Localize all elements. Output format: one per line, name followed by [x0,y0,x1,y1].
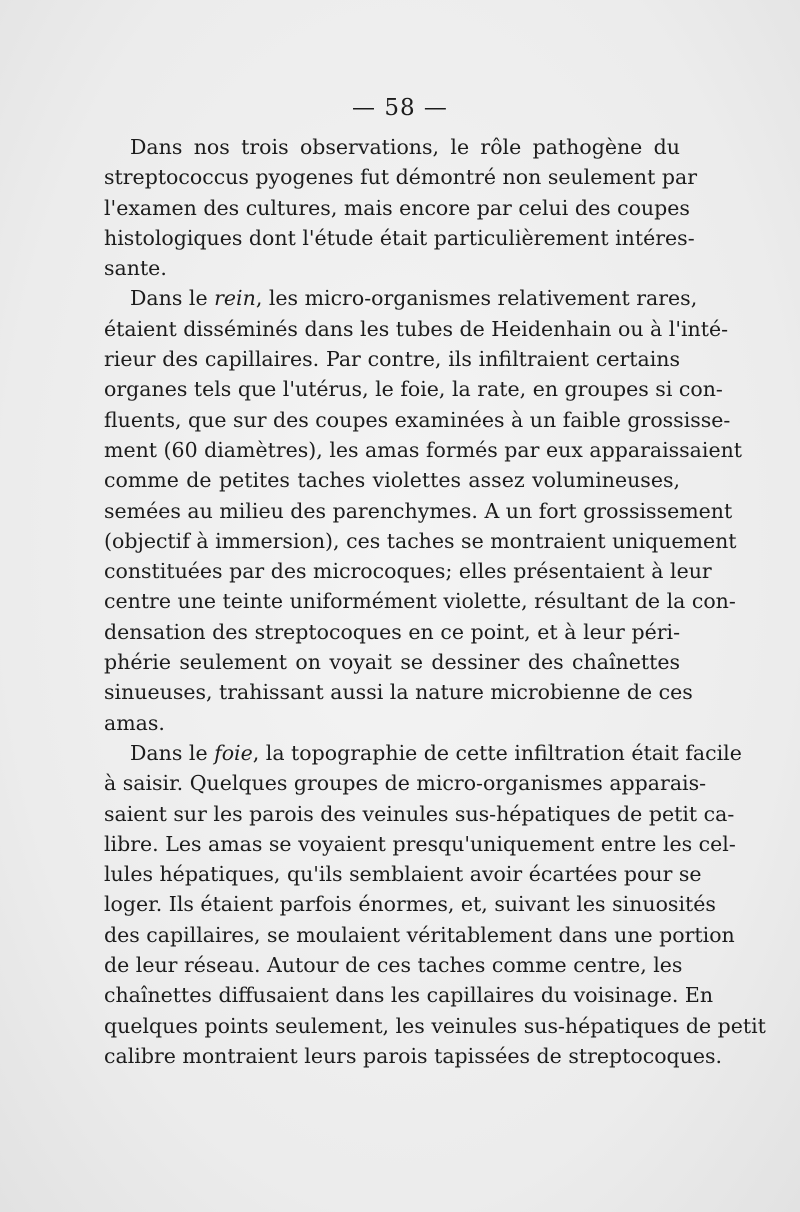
text-line: de leur réseau. Autour de ces taches comme centre, les [104,953,683,978]
text-line: ment (60 diamètres), les amas formés par eux apparaissaient [104,437,743,462]
text-line: sinueuses, trahissant aussi la nature microbienne de ces [104,680,693,705]
paragraph [104,132,698,283]
text-line: saient sur les parois des veinules sus-hépatiques de petit ca- [104,801,735,826]
text-line: libre. Les amas se voyaient presqu'uniquement entre les cel- [104,831,736,856]
italic-word: rein [214,286,256,311]
text-line: histologiques dont l'étude était particulièrement intéres- [104,225,695,250]
text-line: constituées par des microcoques; elles présentaient à leur [104,559,712,584]
page-body [104,132,766,1071]
text-line: fluents, que sur des coupes examinées à un faible grossisse- [104,407,731,432]
text-line: streptococcus pyogenes fut démontré non seulement par [104,165,698,190]
text-line: Dans nos trois observations, le rôle pathogène du [130,135,680,159]
text-line: densation des streptocoques en ce point, et à leur péri- [104,619,680,644]
text-line: des capillaires, se moulaient véritablement dans une portion [104,922,735,947]
text-line: amas. [104,710,165,735]
text-line: phérie seulement on voyait se dessiner des chaînettes [104,650,680,675]
text-line: rieur des capillaires. Par contre, ils infiltraient certains [104,347,680,372]
italic-word: foie [214,740,253,765]
text-line: calibre montraient leurs parois tapissées de streptocoques. [104,1043,723,1068]
paragraph [104,738,766,1071]
page-number: — 58 — [352,95,448,121]
text-line: Dans le foie, la topographie de cette infiltration était facile [130,740,742,765]
paragraph [104,283,743,737]
text-line: (objectif à immersion), ces taches se montraient uniquement [104,528,737,553]
text-line: semées au milieu des parenchymes. A un fort grossissement [104,498,733,523]
text-line: lules hépatiques, qu'ils semblaient avoir écartées pour se [104,862,702,887]
text-line: organes tels que l'utérus, le foie, la rate, en groupes si con- [104,377,723,402]
text-line: étaient disséminés dans les tubes de Heidenhain ou à l'inté- [104,316,729,341]
text-line: chaînettes diffusaient dans les capillaires du voisinage. En [104,983,714,1008]
text-line: loger. Ils étaient parfois énormes, et, suivant les sinuosités [104,892,716,917]
text-line: Dans le rein, les micro-organismes relativement rares, [130,286,698,311]
text-line: sante. [104,256,167,281]
text-line: comme de petites taches violettes assez volumineuses, [104,468,680,493]
text-line: centre une teinte uniformément violette, résultant de la con- [104,589,736,614]
text-line: à saisir. Quelques groupes de micro-organismes apparais- [104,771,707,796]
text-line: l'examen des cultures, mais encore par celui des coupes [104,195,690,220]
text-line: quelques points seulement, les veinules sus-hépatiques de petit [104,1013,766,1038]
